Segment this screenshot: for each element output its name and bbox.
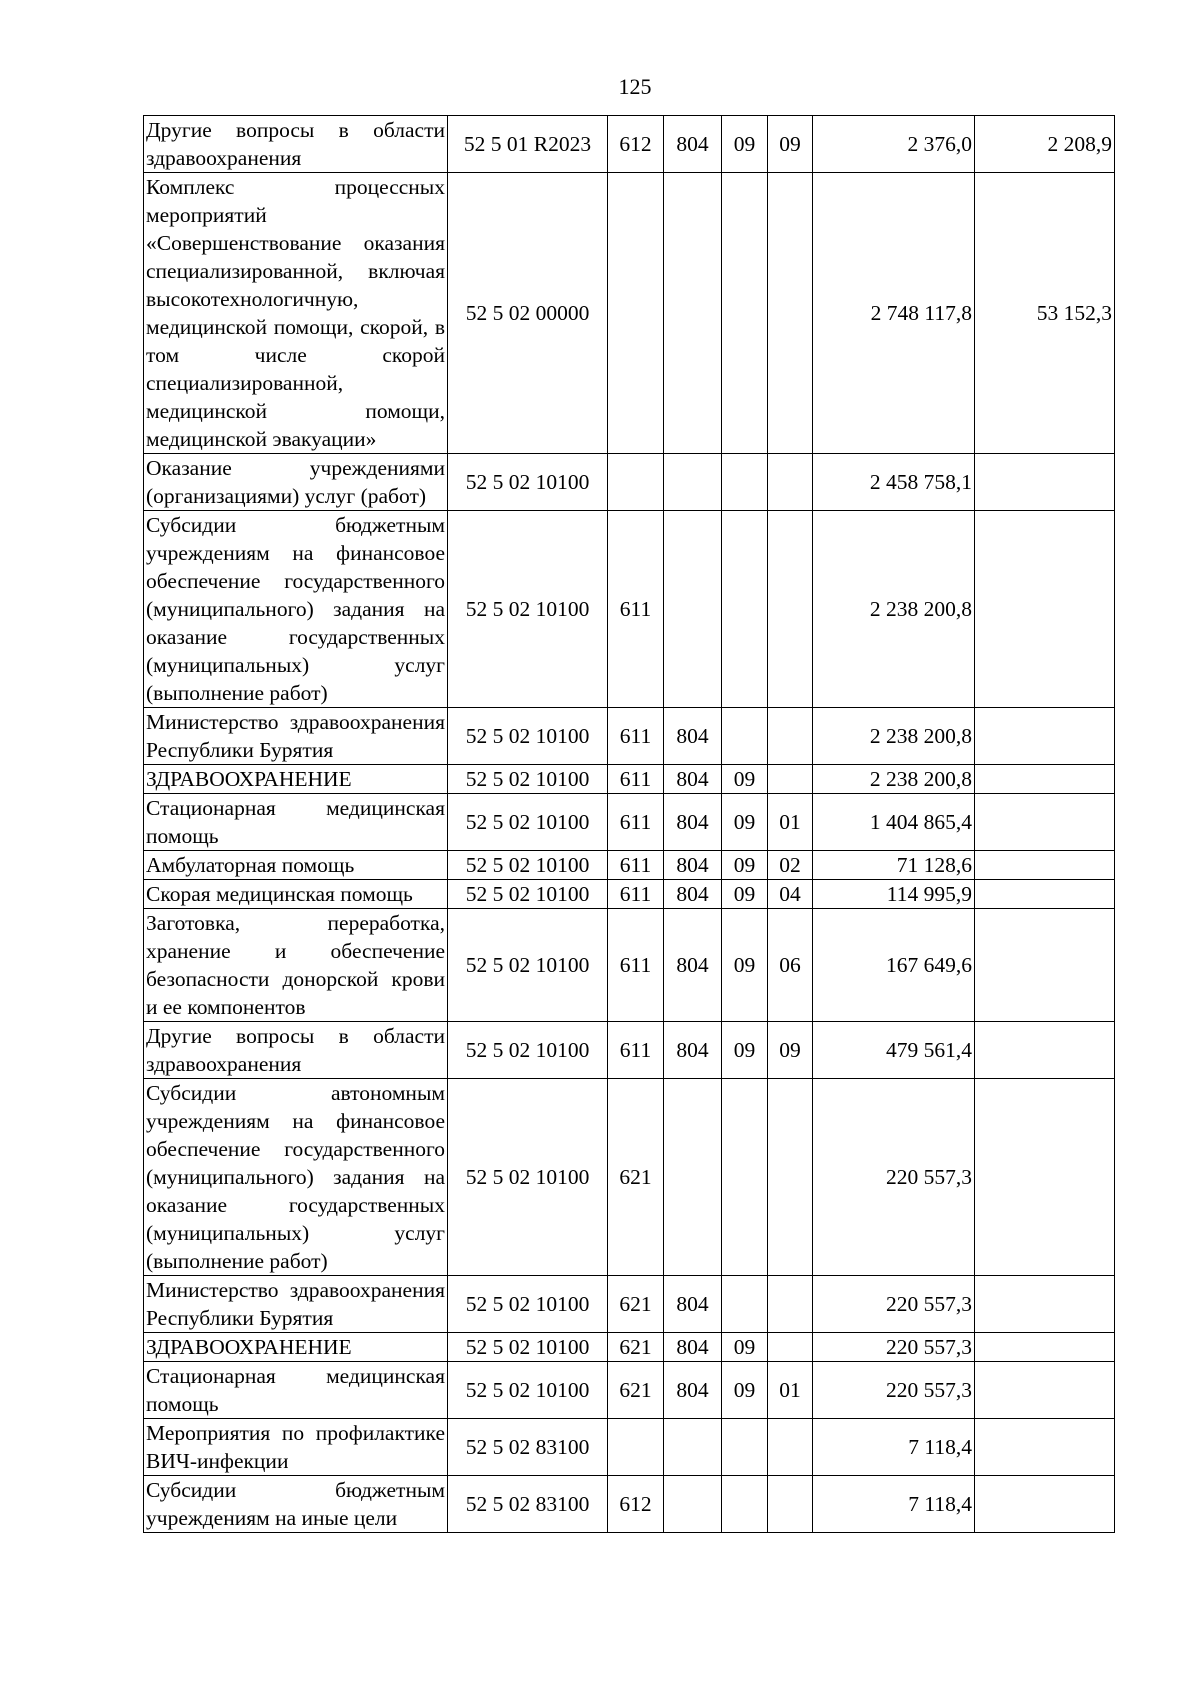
table-row [144,1333,1115,1362]
cell-name: Другие вопросы в области здравоохранения [144,116,448,173]
cell-ministry-code [664,173,722,454]
cell-ministry-code: 804 [664,1333,722,1362]
cell-target-article: 52 5 02 10100 [448,909,608,1022]
cell-name: Скорая медицинская помощь [144,880,448,909]
cell-amount-1: 7 118,4 [813,1419,975,1476]
cell-amount-2 [975,909,1115,1022]
cell-subsection [768,765,813,794]
cell-name: Другие вопросы в области здравоохранения [144,1022,448,1079]
cell-amount-1: 220 557,3 [813,1362,975,1419]
cell-expense-type: 611 [608,511,664,708]
cell-ministry-code: 804 [664,880,722,909]
cell-expense-type [608,454,664,511]
cell-ministry-code [664,1476,722,1533]
cell-subsection [768,1419,813,1476]
cell-target-article: 52 5 02 10100 [448,1079,608,1276]
cell-target-article: 52 5 02 10100 [448,794,608,851]
table-row [144,765,1115,794]
cell-target-article: 52 5 02 10100 [448,708,608,765]
cell-section: 09 [722,1333,768,1362]
cell-subsection [768,1333,813,1362]
cell-amount-2 [975,1419,1115,1476]
cell-name: Амбулаторная помощь [144,851,448,880]
cell-ministry-code: 804 [664,116,722,173]
cell-section: 09 [722,880,768,909]
cell-expense-type: 611 [608,708,664,765]
cell-ministry-code [664,1079,722,1276]
cell-section [722,1476,768,1533]
cell-ministry-code: 804 [664,1362,722,1419]
table-row [144,116,1115,173]
cell-amount-1: 1 404 865,4 [813,794,975,851]
cell-amount-2 [975,851,1115,880]
cell-amount-1: 2 238 200,8 [813,765,975,794]
cell-subsection [768,1079,813,1276]
table-body [144,116,1115,1533]
table-row [144,511,1115,708]
cell-amount-2 [975,1476,1115,1533]
cell-expense-type: 611 [608,880,664,909]
cell-expense-type [608,173,664,454]
cell-subsection: 01 [768,1362,813,1419]
cell-expense-type: 611 [608,1022,664,1079]
cell-amount-1: 167 649,6 [813,909,975,1022]
cell-target-article: 52 5 02 10100 [448,1022,608,1079]
cell-target-article: 52 5 02 83100 [448,1419,608,1476]
table-row [144,454,1115,511]
cell-amount-1: 220 557,3 [813,1333,975,1362]
cell-expense-type: 611 [608,794,664,851]
cell-target-article: 52 5 02 83100 [448,1476,608,1533]
table-row [144,173,1115,454]
cell-expense-type [608,1419,664,1476]
cell-target-article: 52 5 02 10100 [448,1333,608,1362]
cell-expense-type: 621 [608,1276,664,1333]
cell-section [722,1419,768,1476]
cell-section: 09 [722,765,768,794]
cell-subsection [768,511,813,708]
cell-section [722,511,768,708]
cell-target-article: 52 5 02 10100 [448,1276,608,1333]
cell-target-article: 52 5 02 10100 [448,851,608,880]
cell-ministry-code: 804 [664,765,722,794]
cell-target-article: 52 5 01 R2023 [448,116,608,173]
cell-name: Министерство здравоохранения Республики Бурятия [144,1276,448,1333]
cell-ministry-code [664,511,722,708]
cell-name: Субсидии бюджетным учреждениям на финансовое обеспечение государственного (муниципального) задания на оказание государственных (муниципальных) услуг (выполнение работ) [144,511,448,708]
budget-table [143,115,1115,1533]
cell-amount-2 [975,708,1115,765]
cell-target-article: 52 5 02 10100 [448,1362,608,1419]
cell-expense-type: 612 [608,1476,664,1533]
cell-name: Субсидии бюджетным учреждениям на иные цели [144,1476,448,1533]
table-row [144,1362,1115,1419]
cell-ministry-code [664,454,722,511]
cell-expense-type: 621 [608,1333,664,1362]
cell-amount-1: 2 238 200,8 [813,511,975,708]
cell-ministry-code: 804 [664,794,722,851]
cell-name: Мероприятия по профилактике ВИЧ-инфекции [144,1419,448,1476]
cell-target-article: 52 5 02 10100 [448,880,608,909]
table-row [144,1022,1115,1079]
cell-amount-2 [975,1333,1115,1362]
table-row [144,909,1115,1022]
cell-expense-type: 612 [608,116,664,173]
cell-section: 09 [722,1362,768,1419]
cell-name: ЗДРАВООХРАНЕНИЕ [144,1333,448,1362]
cell-ministry-code: 804 [664,1276,722,1333]
cell-amount-1: 7 118,4 [813,1476,975,1533]
cell-section [722,173,768,454]
cell-subsection: 09 [768,1022,813,1079]
cell-section: 09 [722,116,768,173]
cell-ministry-code: 804 [664,1022,722,1079]
cell-section: 09 [722,851,768,880]
cell-amount-1: 220 557,3 [813,1276,975,1333]
cell-name: Оказание учреждениями (организациями) услуг (работ) [144,454,448,511]
cell-amount-2 [975,765,1115,794]
cell-section [722,708,768,765]
cell-amount-2: 2 208,9 [975,116,1115,173]
table-row [144,1476,1115,1533]
cell-section [722,1079,768,1276]
page-number: 125 [618,74,652,99]
cell-target-article: 52 5 02 00000 [448,173,608,454]
cell-amount-2 [975,880,1115,909]
cell-amount-1: 2 748 117,8 [813,173,975,454]
cell-name: Стационарная медицинская помощь [144,794,448,851]
cell-target-article: 52 5 02 10100 [448,511,608,708]
table-row [144,708,1115,765]
cell-subsection [768,708,813,765]
cell-expense-type: 621 [608,1362,664,1419]
cell-section: 09 [722,794,768,851]
table-row [144,1419,1115,1476]
cell-amount-1: 479 561,4 [813,1022,975,1079]
table-row [144,880,1115,909]
cell-amount-1: 114 995,9 [813,880,975,909]
cell-subsection: 04 [768,880,813,909]
cell-section [722,1276,768,1333]
cell-subsection [768,173,813,454]
cell-amount-2 [975,511,1115,708]
cell-section [722,454,768,511]
cell-name: Субсидии автономным учреждениям на финансовое обеспечение государственного (муниципального) задания на оказание государственных (муниципальных) услуг (выполнение работ) [144,1079,448,1276]
cell-amount-2 [975,794,1115,851]
cell-amount-1: 71 128,6 [813,851,975,880]
cell-expense-type: 611 [608,851,664,880]
cell-amount-1: 2 458 758,1 [813,454,975,511]
cell-name: Комплекс процессных мероприятий «Совершенствование оказания специализированной, включая высокотехнологичную, медицинской помощи, скорой, в том числе скорой специализированной, медицинской помощи, медицинской эвакуации» [144,173,448,454]
cell-amount-2: 53 152,3 [975,173,1115,454]
cell-amount-2 [975,1022,1115,1079]
cell-subsection: 01 [768,794,813,851]
cell-name: Министерство здравоохранения Республики Бурятия [144,708,448,765]
cell-amount-1: 2 376,0 [813,116,975,173]
cell-expense-type: 611 [608,909,664,1022]
cell-amount-2 [975,1276,1115,1333]
cell-subsection [768,454,813,511]
cell-ministry-code: 804 [664,851,722,880]
cell-name: ЗДРАВООХРАНЕНИЕ [144,765,448,794]
cell-subsection: 06 [768,909,813,1022]
cell-amount-2 [975,454,1115,511]
cell-subsection: 09 [768,116,813,173]
cell-ministry-code: 804 [664,708,722,765]
cell-ministry-code [664,1419,722,1476]
cell-target-article: 52 5 02 10100 [448,765,608,794]
cell-amount-2 [975,1079,1115,1276]
cell-name: Стационарная медицинская помощь [144,1362,448,1419]
cell-subsection [768,1276,813,1333]
cell-section: 09 [722,909,768,1022]
table-row [144,851,1115,880]
cell-amount-1: 2 238 200,8 [813,708,975,765]
cell-target-article: 52 5 02 10100 [448,454,608,511]
cell-subsection [768,1476,813,1533]
cell-subsection: 02 [768,851,813,880]
table-row [144,1079,1115,1276]
cell-amount-2 [975,1362,1115,1419]
cell-ministry-code: 804 [664,909,722,1022]
cell-amount-1: 220 557,3 [813,1079,975,1276]
cell-section: 09 [722,1022,768,1079]
cell-expense-type: 621 [608,1079,664,1276]
table-row [144,794,1115,851]
cell-name: Заготовка, переработка, хранение и обеспечение безопасности донорской крови и ее компонентов [144,909,448,1022]
table-row [144,1276,1115,1333]
cell-expense-type: 611 [608,765,664,794]
